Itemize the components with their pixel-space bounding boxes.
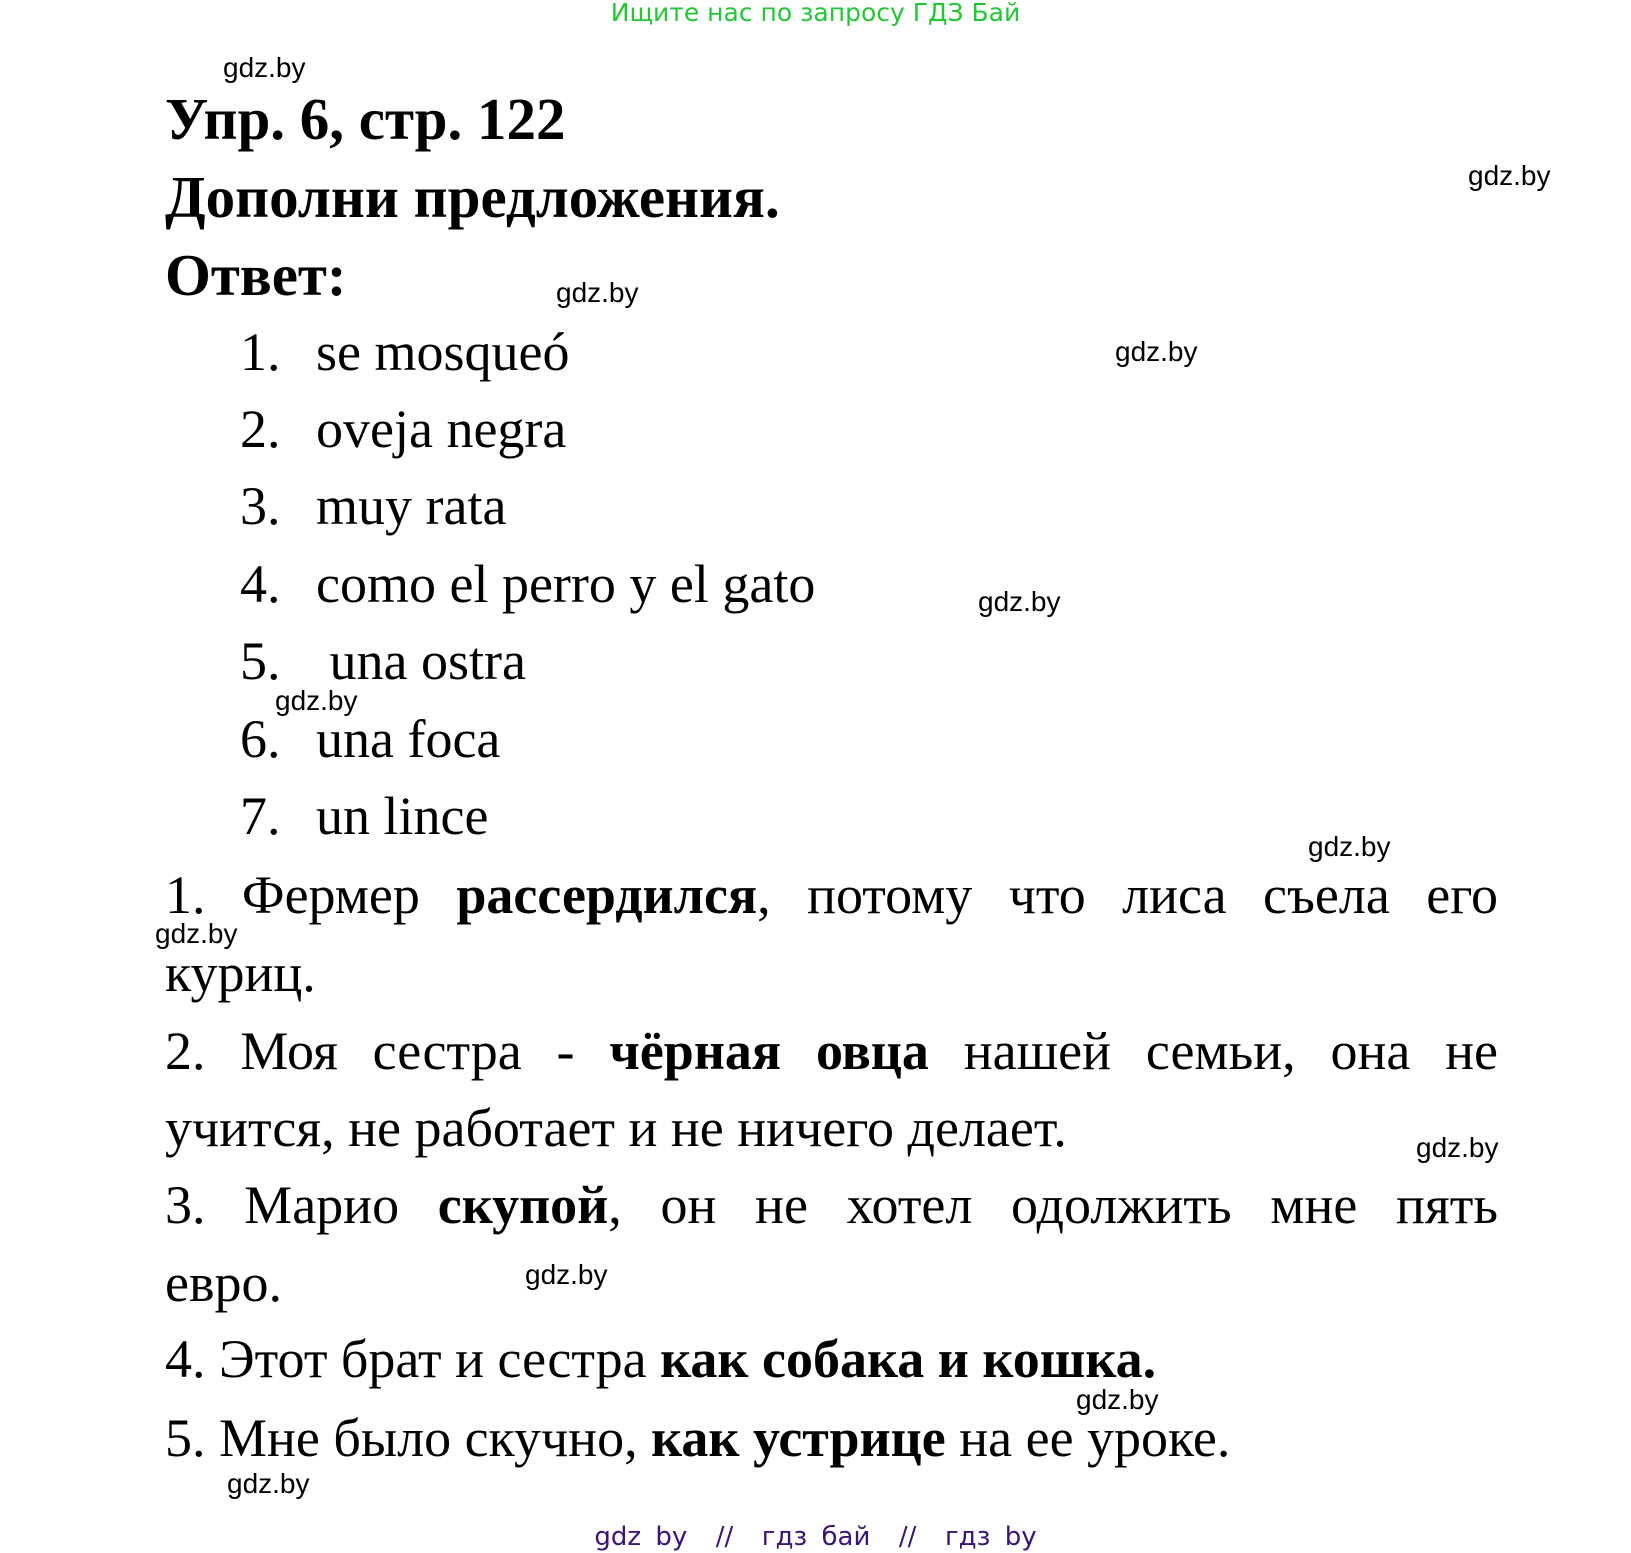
sentence-answer: рассердился [456, 865, 758, 925]
list-item: un lince [316, 786, 489, 846]
watermark: gdz.by [223, 52, 306, 83]
footer-links[interactable]: gdz by // гдз бай // гдз by [594, 1522, 1037, 1552]
list-number: 6. [240, 709, 281, 769]
sentence-text: нашей семьи, она не [928, 1021, 1498, 1081]
list-number: 3. [240, 476, 281, 536]
search-banner[interactable]: Ищите нас по запросу ГДЗ Бай [610, 0, 1021, 27]
list-item: se mosqueó [316, 322, 570, 382]
watermark: gdz.by [1416, 1132, 1499, 1163]
sentence-text: 2. Моя сестра - [165, 1021, 610, 1081]
sentence-text: 4. Этот брат и сестра [165, 1329, 661, 1389]
watermark: gdz.by [1115, 336, 1198, 367]
sentence-1-cont: куриц. [165, 943, 316, 1003]
list-number: 5. [240, 631, 281, 691]
sentence-answer: скупой [437, 1175, 609, 1235]
list-item: una ostra [316, 631, 526, 691]
list-item: una foca [316, 709, 501, 769]
watermark: gdz.by [525, 1259, 608, 1290]
sentence-4 [165, 1328, 1156, 1390]
exercise-title: Упр. 6, стр. 122 [165, 86, 566, 152]
sentence-3 [165, 1174, 1498, 1236]
list-number: 2. [240, 399, 281, 459]
sentence-text: на ее уроке. [945, 1408, 1231, 1468]
list-number: 7. [240, 786, 281, 846]
watermark: gdz.by [556, 277, 639, 308]
sentence-answer: как устрице [651, 1408, 946, 1468]
task-heading: Дополни предложения. [165, 164, 780, 230]
list-number: 4. [240, 554, 281, 614]
watermark: gdz.by [1308, 831, 1391, 862]
sentence-text: , он не хотел одолжить мне пять [608, 1175, 1498, 1235]
sentence-1 [165, 864, 1498, 926]
list-number: 1. [240, 322, 281, 382]
sentence-text: 3. Марио [165, 1175, 438, 1235]
watermark: gdz.by [227, 1468, 310, 1499]
list-item: oveja negra [316, 399, 567, 459]
sentence-text: , потому что лиса съела его [757, 865, 1499, 925]
sentence-text: 5. Мне было скучно, [165, 1408, 652, 1468]
watermark: gdz.by [978, 586, 1061, 617]
sentence-2-cont: учится, не работает и не ничего делает. [165, 1098, 1067, 1158]
sentence-answer: как собака и кошка. [660, 1329, 1157, 1389]
watermark: gdz.by [275, 685, 358, 716]
watermark: gdz.by [1076, 1384, 1159, 1415]
answer-label: Ответ: [165, 242, 347, 308]
sentence-3-cont: евро. [165, 1253, 282, 1313]
list-item: muy rata [316, 476, 507, 536]
watermark: gdz.by [1468, 160, 1551, 191]
list-item: como el perro y el gato [316, 554, 816, 614]
sentence-2 [165, 1020, 1498, 1082]
sentence-text: 1. Фермер [165, 865, 457, 925]
sentence-5 [165, 1407, 1230, 1469]
sentence-answer: чёрная овца [609, 1021, 929, 1081]
watermark: gdz.by [155, 918, 238, 949]
